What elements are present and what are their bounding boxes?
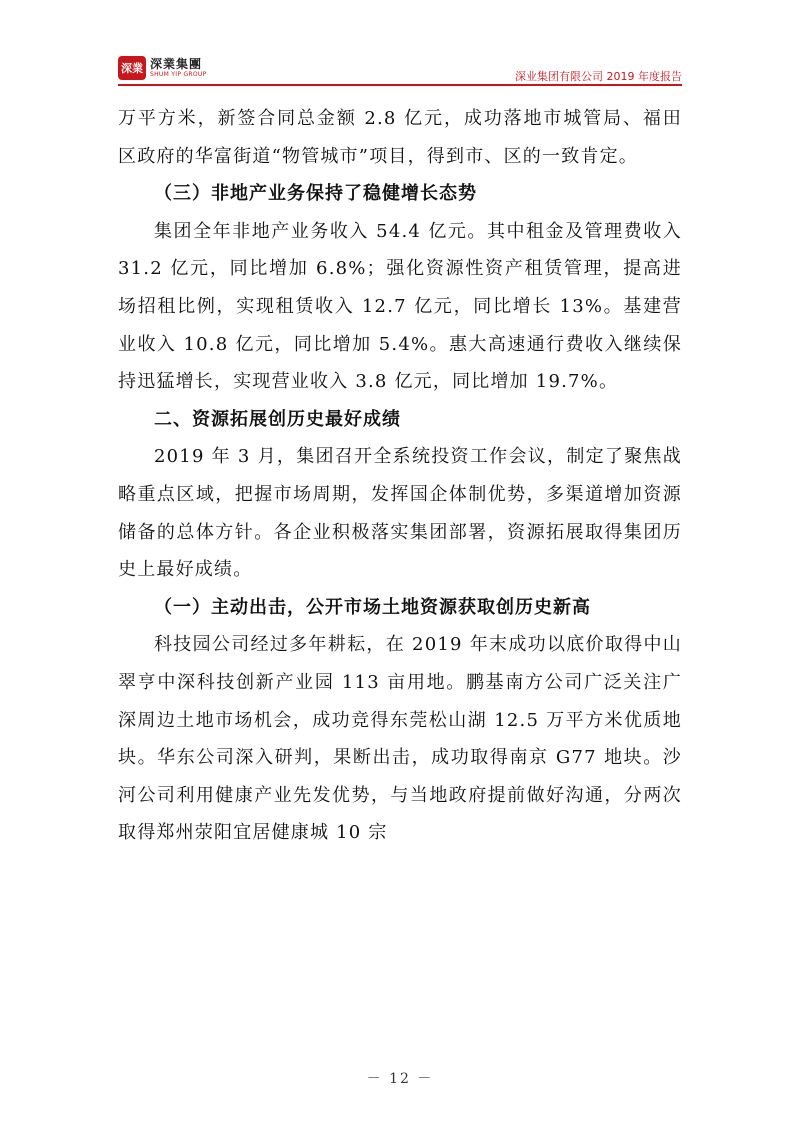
report-title: 深业集团有限公司 2019 年度报告: [515, 70, 682, 83]
paragraph-continued: 万平方米，新签合同总金额 2.8 亿元，成功落地市城管局、福田区政府的华富街道“物管城市”项目，得到市、区的一致肯定。: [118, 108, 682, 167]
page-header: [0, 0, 800, 90]
page-number: － 12 －: [366, 1071, 434, 1087]
paragraph-resource-expansion: 2019 年 3 月，集团召开全系统投资工作会议，制定了聚焦战略重点区域，把握市场周期，发挥国企体制优势，多渠道增加资源储备的总体方针。各企业积极落实集团部署，资源拓展取得集团历史上最好成绩。: [118, 446, 682, 581]
logo-seal-icon: 深業: [118, 56, 146, 80]
logo-english-name: SHUM YIP GROUP: [150, 71, 207, 78]
header-divider: [118, 84, 682, 86]
section-heading-3: （三）非地产业务保持了稳健增长态势: [154, 183, 477, 205]
chapter-heading-2: 二、资源拓展创历史最好成绩: [154, 408, 401, 430]
paragraph-land-acquisition: 科技园公司经过多年耕耘，在 2019 年末成功以底价取得中山翠亨中深科技创新产业园 113 亩用地。鹏基南方公司广泛关注广深周边土地市场机会，成功竞得东莞松山湖 12.5 万平方米优质地块。华东公司深入研判，果断出击，成功取得南京 G77 地块。沙河公司利用健康产业先发优势，与当地政府提前做好沟通，分两次取得郑州荥阳宜居健康城 10 宗: [118, 634, 682, 844]
company-logo: [118, 56, 207, 80]
logo-chinese-name: 深業集團: [150, 57, 203, 71]
logo-text: [150, 58, 207, 78]
paragraph-non-property-business: 集团全年非地产业务收入 54.4 亿元。其中租金及管理费收入 31.2 亿元，同比增加 6.8%；强化资源性资产租赁管理，提高进场招租比例，实现租赁收入 12.7 亿元，同比增长 13%。基建营业收入 10.8 亿元，同比增加 5.4%。惠大高速通行费收入继续保持迅猛增长，实现营业收入 3.8 亿元，同比增加 19.7%。: [118, 220, 682, 393]
section-heading-1: （一）主动出击，公开市场土地资源获取创历史新高: [154, 596, 591, 618]
page-body: [118, 100, 682, 852]
